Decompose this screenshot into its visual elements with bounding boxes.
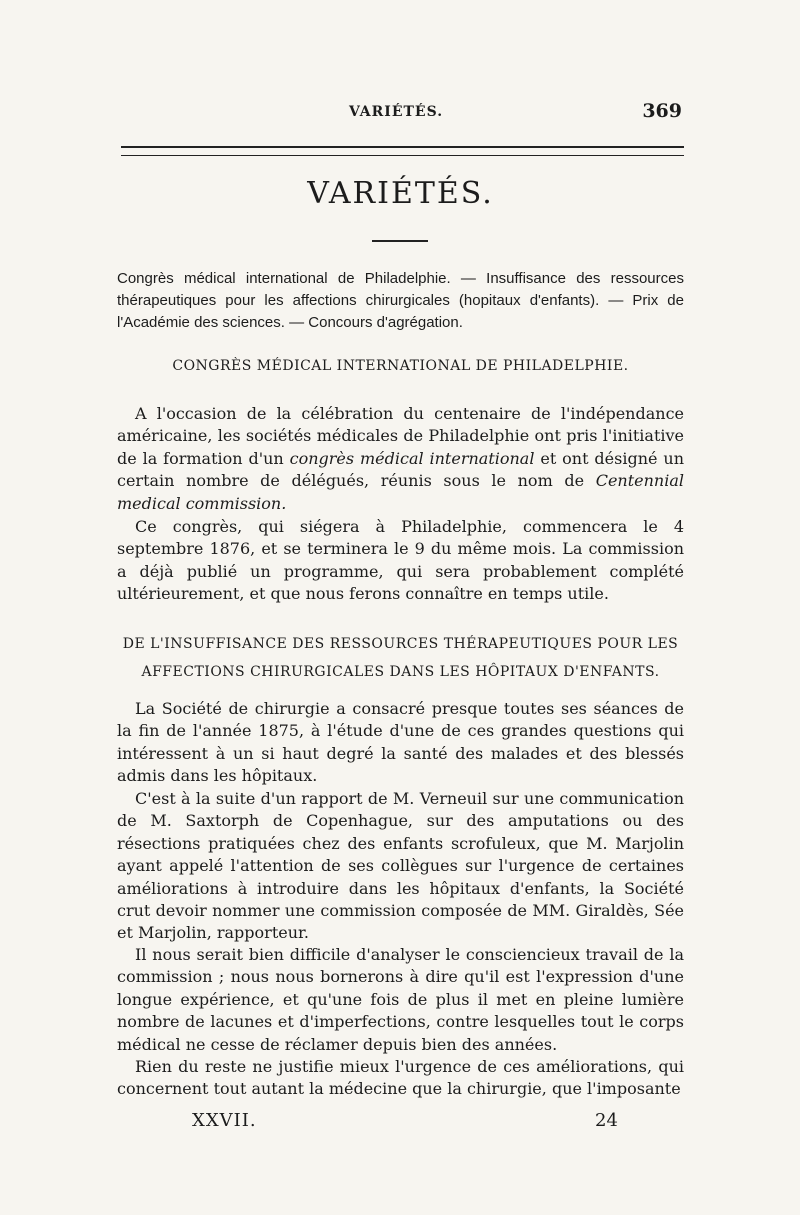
italic-text: congrès médical international	[289, 448, 535, 468]
section-summary: Congrès médical international de Philadelphie. — Insuffisance des ressources thérapeutiques pour les affections chirurgicales (hopitaux d'enfants). — Prix de l'Académie des sciences. — Concours d'agrégation.	[117, 270, 684, 331]
paragraph-insuffisance-4: Rien du reste ne justifie mieux l'urgence de ces améliorations, qui concernent tout autant la médecine que la chirurgie, que l'imposante	[117, 1057, 684, 1099]
text-run: A l'occasion de la célébration du centenaire de l'indépendance américaine, les sociétés médicales de Philadelphie ont pris l'initiative de la formation d'un	[117, 404, 684, 468]
title-separator-rule	[372, 240, 428, 242]
running-head	[117, 100, 684, 124]
sheet-number: 24	[595, 1110, 618, 1131]
paragraph-congres-2: Ce congrès, qui siégera à Philadelphie, commencera le 4 septembre 1876, et se terminera le 9 du même mois. La commission a déjà publié un programme, qui sera probablement complété ultérieurement, et que nous ferons connaître en temps utile.	[117, 517, 684, 604]
paragraph-insuffisance-3: Il nous serait bien difficile d'analyser le consciencieux travail de la commission ; nous nous bornerons à dire qu'il est l'expression d'une longue expérience, et qu'une fois de plus il met en pleine lumière nombre de lacunes et d'imperfections, contre lesquelles tout le corps médical ne cesse de réclamer depuis bien des années.	[117, 945, 684, 1054]
header-double-rule	[121, 146, 684, 156]
text-run: et ont désigné un certain nombre de délégués, réunis sous le nom de	[117, 448, 684, 491]
page-number: 369	[642, 100, 682, 122]
page-footer	[117, 1110, 684, 1138]
section-title: VARIÉTÉS.	[307, 176, 494, 211]
heading-insuffisance	[117, 630, 684, 686]
italic-text: Centennial medical commission.	[117, 471, 684, 513]
paragraph-congres-1	[117, 403, 684, 515]
paragraph-insuffisance-2: C'est à la suite d'un rapport de M. Verneuil sur une communication de M. Saxtorph de Copenhague, sur des amputations ou des résections pratiquées chez des enfants scrofuleux, que M. Marjolin ayant appelé l'attention de ses collègues sur l'urgence de certaines améliorations à introduire dans les hôpitaux d'enfants, la Société crut devoir nommer une commission composée de MM. Giraldès, Sée et Marjolin, rapporteur.	[117, 789, 684, 943]
signature-mark: XXVII.	[192, 1110, 257, 1131]
heading-line: AFFECTIONS CHIRURGICALES DANS LES HÔPITAUX D'ENFANTS.	[141, 664, 660, 680]
heading-congres: CONGRÈS MÉDICAL INTERNATIONAL DE PHILADELPHIE.	[172, 358, 629, 374]
running-title: VARIÉTÉS.	[349, 104, 444, 120]
heading-line: DE L'INSUFFISANCE DES RESSOURCES THÉRAPEUTIQUES POUR LES	[122, 636, 679, 652]
paragraph-insuffisance-1: La Société de chirurgie a consacré presque toutes ses séances de la fin de l'année 1875, à l'étude d'une de ces grandes questions qui intéressent à un si haut degré la santé des malades et des blessés admis dans les hôpitaux.	[117, 699, 684, 786]
